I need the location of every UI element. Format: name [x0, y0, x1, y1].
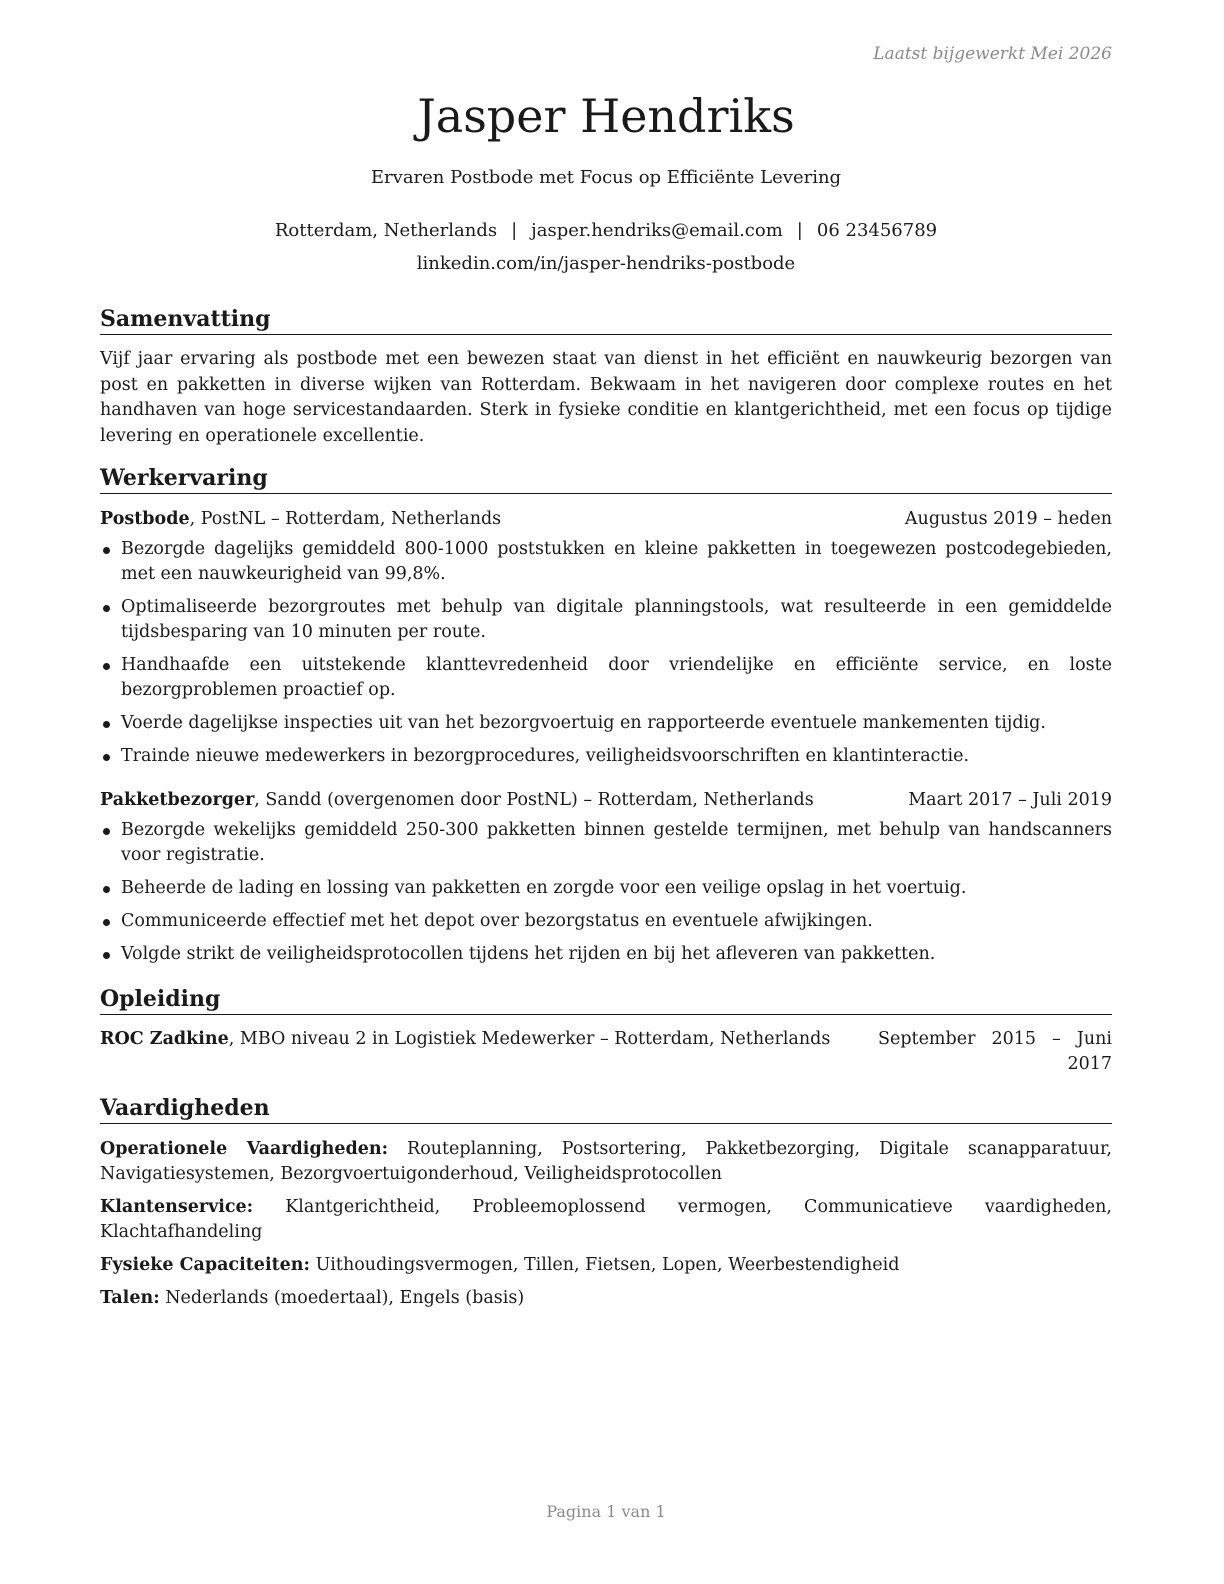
skill-value: Routeplanning, Postsortering, Pakketbezorging, Digitale scanapparatuur, Navigatiesystemen, Bezorgvoertuigonderhoud, Veiligheidsprotocollen: [100, 1139, 1112, 1184]
bullet-text: Communiceerde effectief met het depot over bezorgstatus en eventuele afwijkingen.: [121, 911, 873, 931]
phone: 06 23456789: [816, 220, 938, 241]
bullet-text: Handhaafde een uitstekende klanttevredenheid door vriendelijke en efficiënte service, en loste bezorgproblemen proactief op.: [121, 655, 1112, 700]
separator: |: [511, 220, 518, 241]
skill-label: Talen:: [100, 1288, 160, 1308]
skill-label: Fysieke Capaciteiten:: [100, 1255, 310, 1275]
section-title-skills: Vaardigheden: [100, 1094, 1112, 1124]
contact-line: [100, 220, 1112, 241]
job-header: [100, 507, 1112, 532]
bullet-icon: [103, 919, 110, 926]
skill-row: [100, 1137, 1112, 1187]
list-item: [100, 653, 1112, 703]
tagline: Ervaren Postbode met Focus op Efficiënte Levering: [370, 167, 842, 188]
candidate-name: Jasper Hendriks: [417, 89, 795, 143]
job-role: Postbode: [100, 509, 190, 529]
bullet-icon: [103, 605, 110, 612]
education-details: , MBO niveau 2 in Logistiek Medewerker – Rotterdam, Netherlands: [228, 1029, 831, 1049]
skill-value: Nederlands (moedertaal), Engels (basis): [159, 1288, 525, 1308]
email-link[interactable]: jasper.hendriks@email.com: [531, 220, 783, 241]
education-dates: September 2015 – Juni 2017: [878, 1029, 1112, 1074]
list-item: [100, 537, 1112, 587]
page-number: Pagina 1 van 1: [546, 1502, 666, 1521]
summary-text: Vijf jaar ervaring als postbode met een bewezen staat van dienst in het efficiënt en nauwkeurig bezorgen van post en pakketten in diverse wijken van Rotterdam. Bekwaam in het navigeren door complexe routes en het handhaven van hoge servicestandaarden. Sterk in fysieke conditie en klantgerichtheid, met een focus op tijdige levering en operationele excellentie.: [100, 349, 1112, 446]
job-header: [100, 788, 1112, 813]
bullet-icon: [103, 886, 110, 893]
bullet-icon: [103, 663, 110, 670]
list-item: [100, 818, 1112, 868]
job-dates: Augustus 2019 – heden: [904, 509, 1112, 529]
list-item: [100, 595, 1112, 645]
bullet-text: Volgde strikt de veiligheidsprotocollen tijdens het rijden en bij het afleveren van pakketten.: [121, 944, 936, 964]
section-title-education: Opleiding: [100, 985, 1112, 1015]
list-item: [100, 744, 1112, 769]
job-dates: Maart 2017 – Juli 2019: [908, 790, 1112, 810]
job-bullets: [100, 537, 1112, 777]
skill-label: Operationele Vaardigheden:: [100, 1139, 389, 1159]
resume-page: [100, 0, 1112, 1584]
bullet-text: Optimaliseerde bezorgroutes met behulp van digitale planningstools, wat resulteerde in een gemiddelde tijdsbesparing van 10 minuten per route.: [121, 597, 1112, 642]
bullet-text: Bezorgde dagelijks gemiddeld 800-1000 poststukken en kleine pakketten in toegewezen postcodegebieden, met een nauwkeurigheid van 99,8%.: [121, 539, 1112, 584]
job-details: , Sandd (overgenomen door PostNL) – Rotterdam, Netherlands: [254, 790, 814, 810]
skill-label: Klantenservice:: [100, 1197, 254, 1217]
section-title-summary: Samenvatting: [100, 305, 1112, 335]
list-item: [100, 909, 1112, 934]
skill-value: Uithoudingsvermogen, Tillen, Fietsen, Lopen, Weerbestendigheid: [310, 1255, 900, 1275]
bullet-icon: [103, 754, 110, 761]
bullet-icon: [103, 828, 110, 835]
bullet-icon: [103, 721, 110, 728]
list-item: [100, 711, 1112, 736]
bullet-text: Voerde dagelijkse inspecties uit van het bezorgvoertuig en rapporteerde eventuele mankementen tijdig.: [121, 713, 1046, 733]
separator: |: [796, 220, 803, 241]
bullet-text: Bezorgde wekelijks gemiddeld 250-300 pakketten binnen gestelde termijnen, met behulp van handscanners voor registratie.: [121, 820, 1112, 865]
skill-value: Klantgerichtheid, Probleemoplossend vermogen, Communicatieve vaardigheden, Klachtafhandeling: [100, 1197, 1112, 1242]
skills-list: [100, 1137, 1112, 1319]
school-name: ROC Zadkine: [100, 1029, 229, 1049]
section-title-experience: Werkervaring: [100, 464, 1112, 494]
skill-row: [100, 1286, 1112, 1311]
job-details: , PostNL – Rotterdam, Netherlands: [189, 509, 502, 529]
skill-row: [100, 1195, 1112, 1245]
job-role: Pakketbezorger: [100, 790, 255, 810]
list-item: [100, 942, 1112, 967]
bullet-text: Beheerde de lading en lossing van pakketten en zorgde voor een veilige opslag in het voertuig.: [121, 878, 967, 898]
job-bullets: [100, 818, 1112, 975]
list-item: [100, 876, 1112, 901]
bullet-icon: [103, 952, 110, 959]
bullet-text: Trainde nieuwe medewerkers in bezorgprocedures, veiligheidsvoorschriften en klantinteractie.: [121, 746, 970, 766]
bullet-icon: [103, 547, 110, 554]
skill-row: [100, 1253, 1112, 1278]
linkedin-link[interactable]: linkedin.com/in/jasper-hendriks-postbode: [416, 253, 796, 274]
education-entry: [100, 1027, 1112, 1074]
last-updated: Laatst bijgewerkt Mei 2026: [873, 44, 1112, 64]
location: Rotterdam, Netherlands: [274, 220, 498, 241]
